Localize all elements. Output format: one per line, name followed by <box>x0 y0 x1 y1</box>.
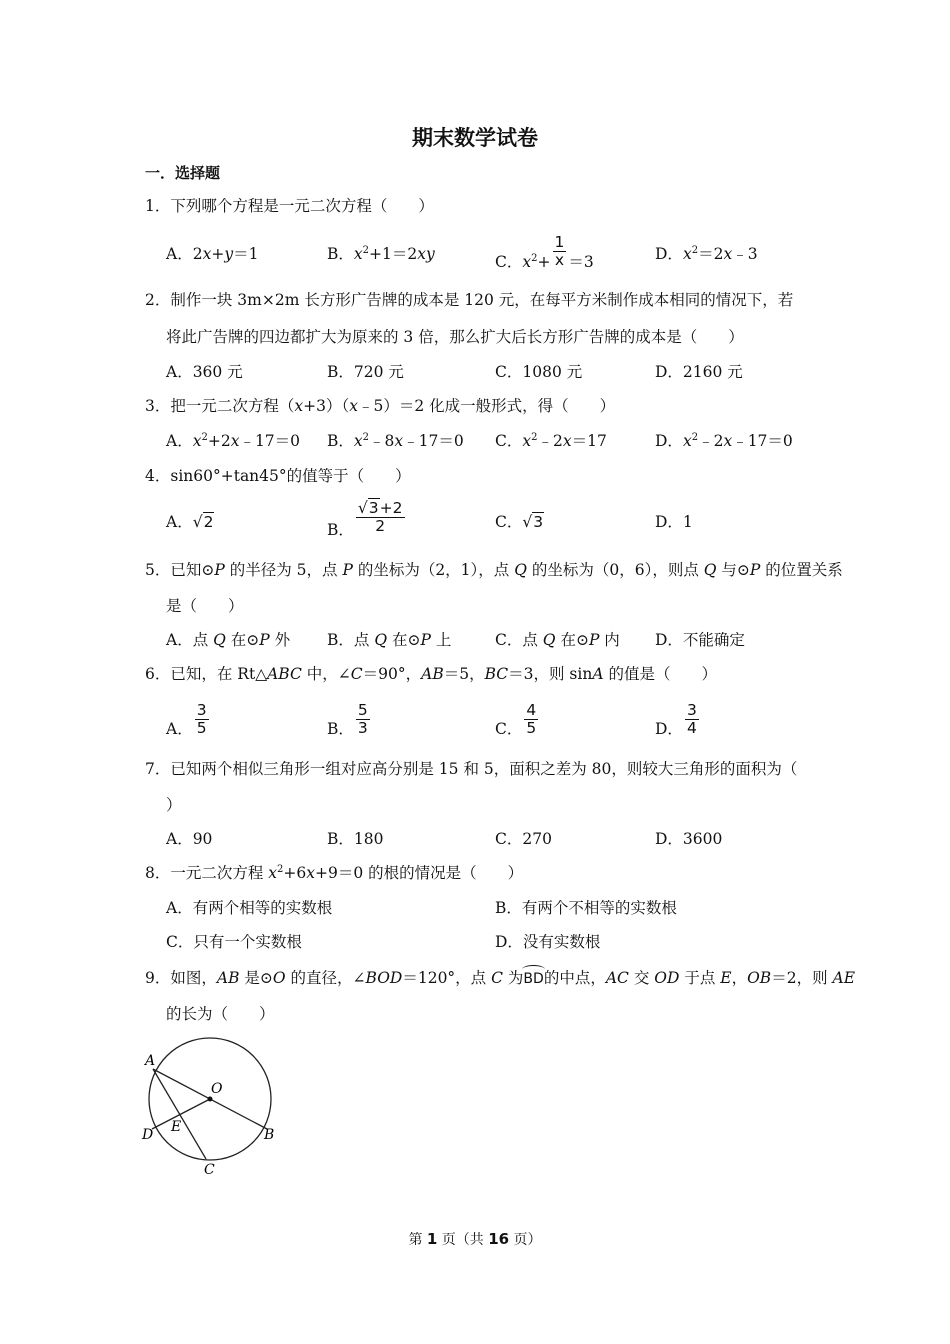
question-8-option-c: C．只有一个实数根 <box>166 933 302 951</box>
question-1-option-b: B．$x^2+1=2xy$ <box>327 245 435 263</box>
question-5-stem-line1: 5．已知⊙P 的半径为 5，点 P 的坐标为（2，1），点 Q 的坐标为（0，6），则点 Q 与⊙P 的位置关系 <box>145 561 843 579</box>
question-8-option-d: D．没有实数根 <box>495 933 601 951</box>
question-9-stem-line1: 9．如图，AB 是⊙O 的直径，∠BOD＝120°，点 C 为BD的中点，AC 交 OD 于点 E，OB＝2，则 AE <box>145 969 856 987</box>
question-7-option-d: D．3600 <box>655 830 723 848</box>
question-5-stem-line2: 是（ ） <box>166 597 244 615</box>
question-1-option-c: C．$x^2+$ $\frac{1}{x}$ ＝3 <box>495 233 594 271</box>
question-6-option-a: A． $\frac{3}{5}$ <box>166 701 207 738</box>
label-d: D <box>142 1127 154 1143</box>
question-3-option-c: C．$x^2﹣2x=17$ <box>495 432 607 450</box>
question-9-stem-line2: 的长为（ ） <box>166 1005 275 1023</box>
question-4-option-b: B． $\frac{√3+2}{2}$ <box>327 499 403 539</box>
question-2-option-b: B．720 元 <box>327 363 404 381</box>
question-7-option-a: A．90 <box>166 830 213 848</box>
question-6-option-d: D． $\frac{3}{4}$ <box>655 701 697 738</box>
label-a: A <box>145 1053 156 1069</box>
question-5-option-a: A．点 Q 在⊙P 外 <box>166 631 291 649</box>
question-7-option-b: B．180 <box>327 830 384 848</box>
question-8-option-a: A．有两个相等的实数根 <box>166 899 333 917</box>
question-2-option-d: D．2160 元 <box>655 363 743 381</box>
label-c: C <box>204 1162 215 1178</box>
question-5-option-d: D．不能确定 <box>655 631 745 649</box>
page-footer: 第 1 页（共 16 页） <box>408 1230 542 1248</box>
question-3-option-a: A．$x^2+2x﹣17=0$ <box>166 432 301 450</box>
circle-figure <box>138 1035 288 1180</box>
page-title: 期末数学试卷 <box>412 125 538 150</box>
question-6-option-c: C． $\frac{4}{5}$ <box>495 701 537 738</box>
question-4-option-c: C．√3 <box>495 513 544 531</box>
question-6-stem: 6．已知，在 Rt△ABC 中，∠C＝90°，AB＝5，BC＝3，则 sinA 的值是（ ） <box>145 665 717 683</box>
label-b: B <box>264 1127 275 1143</box>
question-8-stem: 8．一元二次方程 $x^2+6x+9=0$ 的根的情况是（ ） <box>145 864 524 882</box>
question-7-option-c: C．270 <box>495 830 552 848</box>
question-8-option-b: B．有两个不相等的实数根 <box>495 899 677 917</box>
question-2-stem-line1: 2．制作一块 3m×2m 长方形广告牌的成本是 120 元，在每平方米制作成本相同的情况下，若 <box>145 291 794 309</box>
question-7-stem-line1: 7．已知两个相似三角形一组对应高分别是 15 和 5，面积之差为 80，则较大三角形的面积为（ <box>145 760 798 778</box>
question-4-stem: 4．sin60°+tan45°的值等于（ ） <box>145 467 411 485</box>
question-2-option-a: A．360 元 <box>166 363 243 381</box>
center-point <box>208 1097 213 1102</box>
question-6-option-b: B． $\frac{5}{3}$ <box>327 701 368 738</box>
question-2-option-c: C．1080 元 <box>495 363 583 381</box>
question-3-option-b: B．$x^2﹣8x﹣17=0$ <box>327 432 464 450</box>
question-7-stem-line2: ） <box>166 796 182 814</box>
question-1-stem: 1．下列哪个方程是一元二次方程（ ） <box>145 197 434 215</box>
question-1-option-a: A．2x+y＝1 <box>166 245 259 263</box>
question-2-stem-line2: 将此广告牌的四边都扩大为原来的 3 倍，那么扩大后长方形广告牌的成本是（ ） <box>166 328 744 346</box>
question-3-option-d: D．$x^2﹣2x﹣17=0$ <box>655 432 793 450</box>
question-5-option-b: B．点 Q 在⊙P 上 <box>327 631 452 649</box>
label-e: E <box>171 1119 182 1135</box>
label-o: O <box>211 1081 223 1097</box>
question-4-option-a: A．√2 <box>166 513 214 531</box>
question-4-option-d: D．1 <box>655 513 693 531</box>
section-heading: 一．选择题 <box>145 164 221 182</box>
question-3-stem: 3．把一元二次方程（x+3）（x﹣5）＝2 化成一般形式，得（ ） <box>145 397 616 415</box>
question-5-option-c: C．点 Q 在⊙P 内 <box>495 631 620 649</box>
question-1-option-d: D．$x^2=2x﹣3$ <box>655 245 758 263</box>
